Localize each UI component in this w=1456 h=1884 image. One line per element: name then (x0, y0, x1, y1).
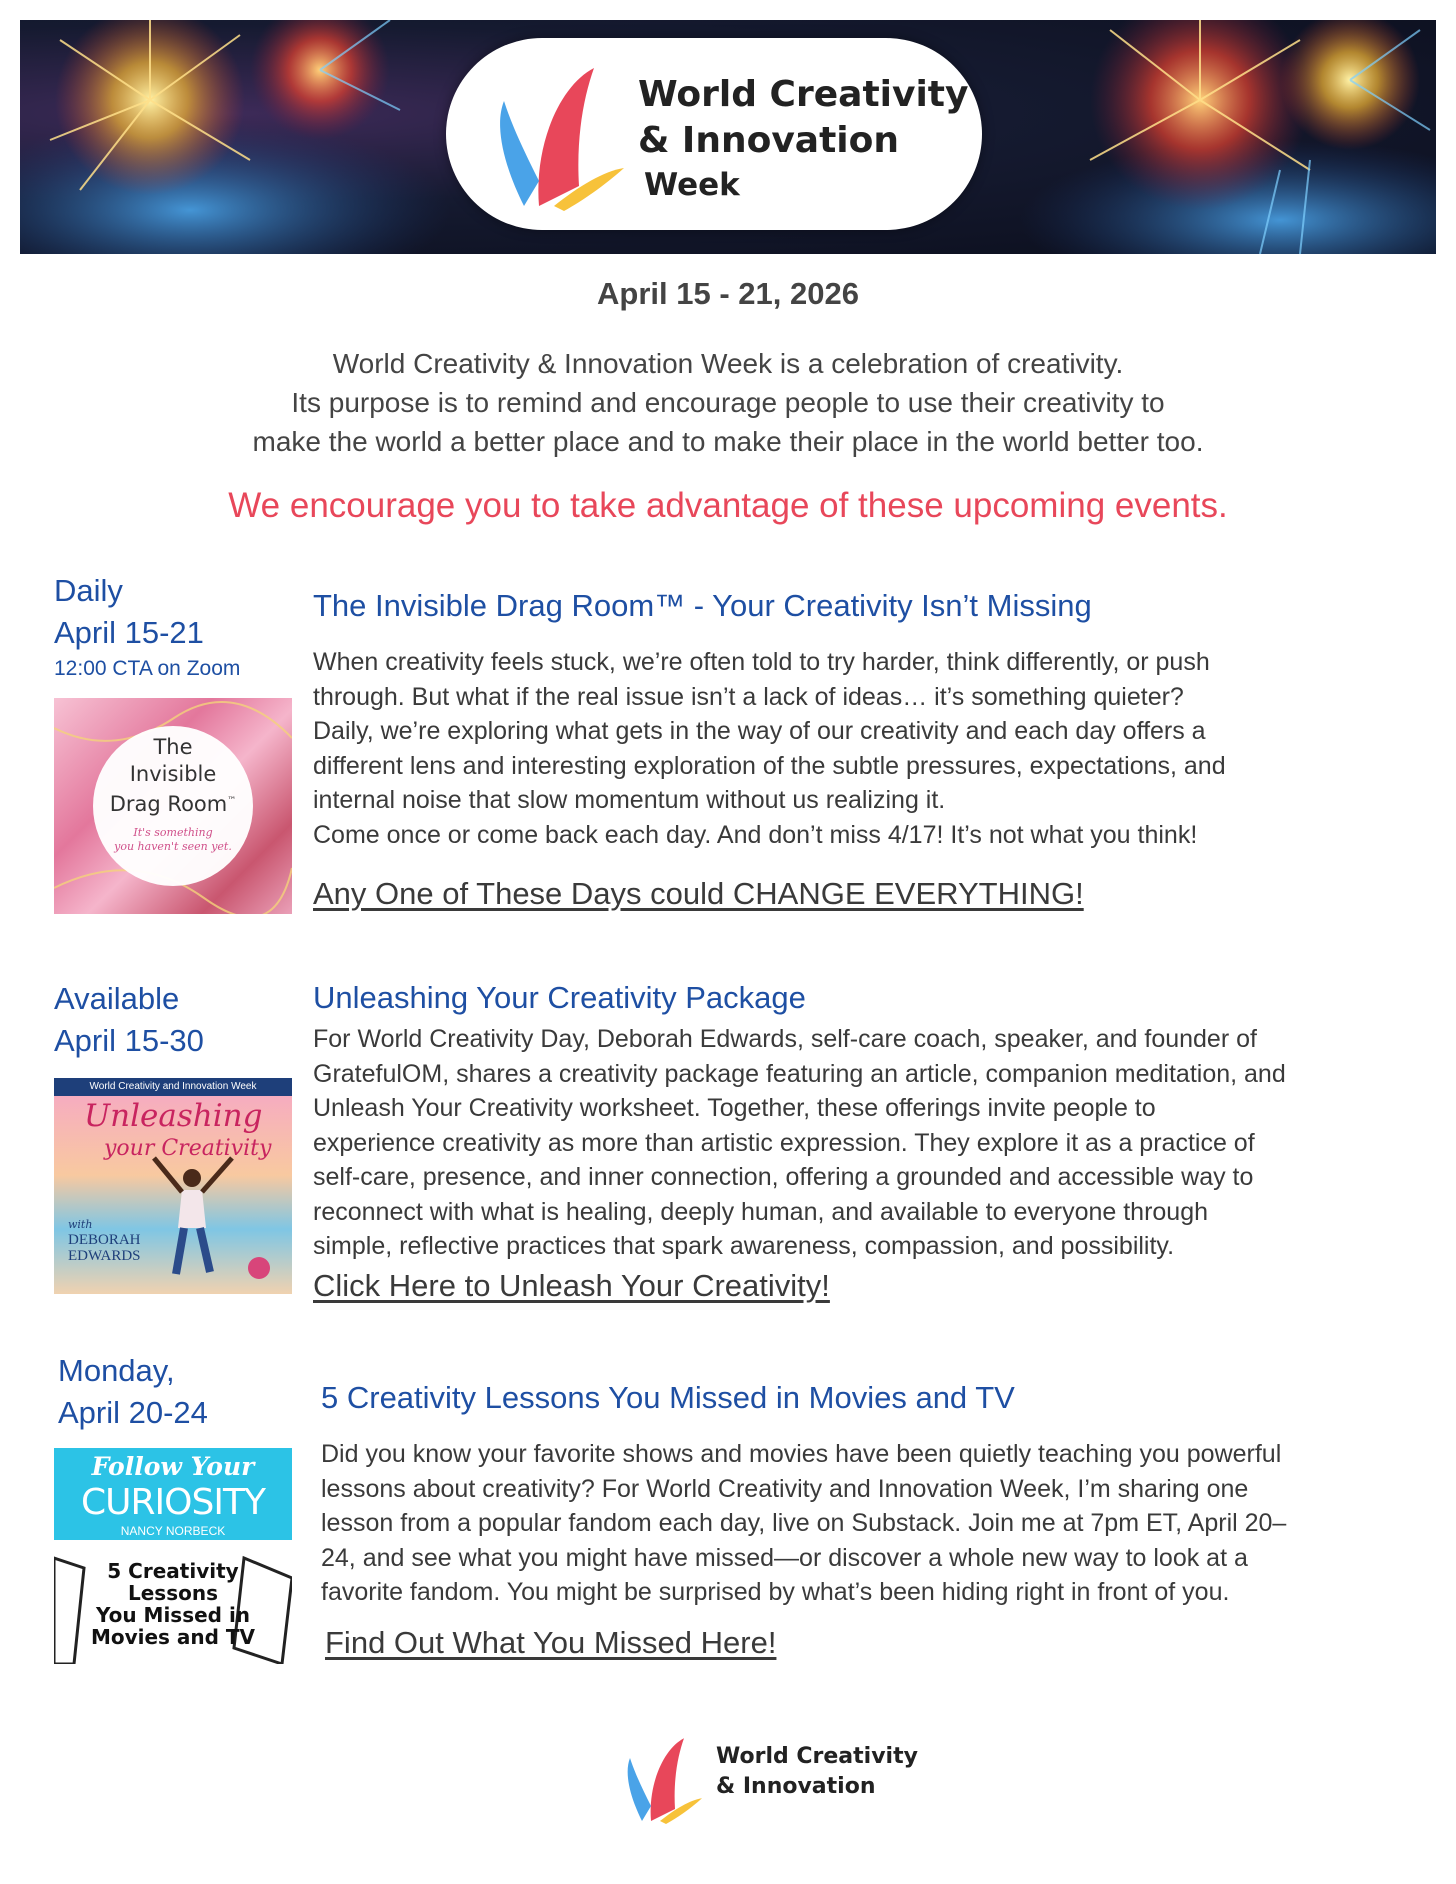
thumb-name-line: EDWARDS (68, 1248, 141, 1264)
event-1-label-line2: April 15-21 (54, 615, 204, 650)
wcw-logo-icon (484, 56, 634, 216)
description-line: For World Creativity Day, Deborah Edwards, self-care coach, speaker, and founder of (313, 1025, 1257, 1053)
logo-line-2: & Innovation (638, 120, 899, 161)
intro-line: World Creativity & Innovation Week is a celebration of creativity. (332, 348, 1124, 379)
logo-wordmark (638, 72, 968, 206)
event-2-thumb-name (68, 1232, 141, 1264)
event-3-thumb-author: NANCY NORBECK (120, 1524, 226, 1538)
description-line: internal noise that slow momentum without us realizing it. (313, 786, 946, 814)
event-2-thumb-with: with (68, 1218, 93, 1231)
logo-line-3: Week (644, 167, 740, 203)
thumb-lesson-line: Lessons (128, 1581, 218, 1605)
description-line: reconnect with what is healing, deeply human, and available to everyone through (313, 1197, 1209, 1226)
description-line: When creativity feels stuck, we’re often told to try harder, think differently, or push (313, 648, 1210, 676)
description-line: experience creativity as more than artistic expression. They explore it as a practice of (313, 1128, 1255, 1157)
intro-paragraph (100, 344, 1356, 461)
event-1-thumb-tagline (54, 826, 292, 854)
event-3-title: 5 Creativity Lessons You Missed in Movies and TV (321, 1380, 1015, 1415)
description-line: through. But what if the real issue isn’t a lack of ideas… it’s something quieter? (313, 682, 1184, 711)
header-banner (20, 20, 1436, 254)
description-line: different lens and interesting exploration of the subtle pressures, expectations, and (313, 751, 1226, 780)
description-line: GratefulOM, shares a creativity package featuring an article, companion meditation, and (313, 1059, 1286, 1088)
description-line: Daily, we’re exploring what gets in the way of our creativity and each day offers a (313, 717, 1206, 745)
footer-wordmark (716, 1742, 918, 1802)
thumb-text: Drag Room (109, 792, 228, 816)
thumb-lesson-line: You Missed in (95, 1603, 251, 1627)
thumb-lesson-line: Movies and TV (90, 1625, 256, 1649)
event-1-link[interactable]: Any One of These Days could CHANGE EVERYTHING! (313, 876, 1084, 911)
event-2-thumb-script-1: Unleashing (84, 1098, 263, 1134)
footer-line-2: & Innovation (716, 1774, 876, 1799)
footer-line-1: World Creativity (716, 1744, 918, 1769)
event-3-thumbnail (54, 1448, 292, 1664)
description-line: self-care, presence, and inner connection, offering a grounded and accessible way to (313, 1163, 1254, 1191)
intro-line: make the world a better place and to make their place in the world better too. (252, 426, 1204, 457)
thumb-name-line: DEBORAH (68, 1232, 141, 1248)
event-2-thumbnail (54, 1078, 292, 1294)
event-2-label-line1: Available (54, 981, 180, 1016)
intro-line: Its purpose is to remind and encourage people to use their creativity to (291, 387, 1165, 418)
event-2-description (313, 1022, 1286, 1264)
event-3-link[interactable]: Find Out What You Missed Here! (325, 1625, 777, 1660)
thumb-text-line: The (153, 735, 193, 759)
event-1-thumbnail (54, 698, 292, 914)
description-line: Come once or come back each day. And don’t miss 4/17! It’s not what you think! (313, 820, 1198, 849)
thumb-lesson-line: 5 Creativity (107, 1559, 239, 1583)
description-line: simple, reflective practices that spark awareness, compassion, and possibility. (313, 1232, 1175, 1260)
thumb-tagline-line: It's something (133, 826, 213, 839)
event-2-label-line2: April 15-30 (54, 1023, 204, 1058)
event-2-date-label (54, 978, 204, 1062)
event-3-thumb-curiosity: CURIOSITY (81, 1482, 265, 1523)
event-3-label-line2: April 20-24 (58, 1395, 208, 1430)
logo-line-1: World Creativity (638, 74, 969, 115)
description-line: lessons about creativity? For World Creativity and Innovation Week, I’m sharing one (321, 1474, 1249, 1503)
footer-logo-icon (618, 1724, 708, 1834)
event-1-description (313, 645, 1226, 852)
event-1-date-label (54, 570, 240, 684)
event-3-thumb-follow: Follow Your (91, 1452, 255, 1481)
trademark-symbol: ™ (227, 796, 237, 806)
event-3-thumb-lessons (54, 1560, 292, 1648)
event-2-thumb-script-2: your Creativity (104, 1136, 272, 1161)
description-line: 24, and see what you might have missed—or discover a whole new way to look at a (321, 1543, 1248, 1572)
event-3-date-label (58, 1350, 208, 1434)
event-1-label-line1: Daily (54, 573, 123, 608)
description-line: Did you know your favorite shows and movies have been quietly teaching you powerful (321, 1440, 1282, 1468)
thumb-text-line (54, 788, 292, 818)
encourage-heading: We encourage you to take advantage of these upcoming events. (228, 486, 1228, 525)
event-1-label-time: 12:00 CTA on Zoom (54, 657, 241, 680)
event-2-title: Unleashing Your Creativity Package (313, 980, 806, 1015)
event-dates: April 15 - 21, 2026 (597, 276, 859, 311)
event-1-thumb-title (54, 734, 292, 818)
description-line: favorite fandom. You might be surprised by what’s been hiding right in front of you. (321, 1578, 1230, 1606)
thumb-tagline-line: you haven't seen yet. (114, 840, 232, 853)
description-line: Unleash Your Creativity worksheet. Together, these offerings invite people to (313, 1094, 1156, 1122)
event-3-label-line1: Monday, (58, 1353, 175, 1388)
thumb-text-line: Invisible (129, 762, 217, 786)
description-line: lesson from a popular fandom each day, live on Substack. Join me at 7pm ET, April 20– (321, 1509, 1287, 1537)
event-3-description (321, 1437, 1286, 1610)
logo-badge (446, 38, 982, 230)
event-1-title: The Invisible Drag Room™ - Your Creativity Isn’t Missing (313, 588, 1092, 623)
event-2-link[interactable]: Click Here to Unleash Your Creativity! (313, 1268, 830, 1303)
event-2-thumb-header: World Creativity and Innovation Week (54, 1078, 292, 1096)
